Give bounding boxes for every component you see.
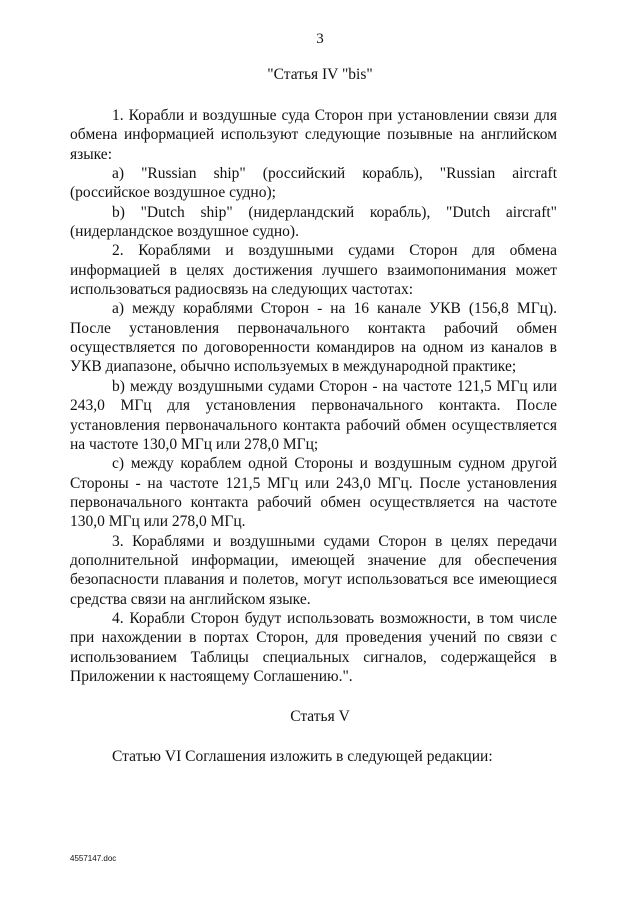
article-iv-body <box>70 106 557 686</box>
paragraph-2a: a) между кораблями Сторон - на 16 канале УКВ (156,8 МГц). После установления первоначального контакта рабочий обмен осуществляется по договоренности командиров на одном из каналов в УКВ диапазоне, обычно используемых в международной практике; <box>70 300 557 376</box>
paragraph-3: 3. Кораблями и воздушными судами Сторон в целях передачи дополнительной информации, имеющей значение для обеспечения безопасности плавания и полетов, могут использоваться все имеющиеся средства связи на английском языке. <box>70 532 557 608</box>
document-id: 4557147.doc <box>70 854 117 863</box>
paragraph-4: 4. Корабли Сторон будут использовать возможности, в том числе при нахождении в портах Сторон, для проведения учений по связи с использованием Таблицы специальных сигналов, содержащейся в Приложении к настоящему Соглашению.". <box>70 609 557 685</box>
paragraph-2c: c) между кораблем одной Стороны и воздушным судном другой Стороны - на частоте 121,5 МГц или 243,0 МГц. После установления первоначального контакта рабочий обмен осуществляется на частоте 130,0 МГц или 278,0 МГц. <box>70 455 557 531</box>
paragraph-2b: b) между воздушными судами Сторон - на частоте 121,5 МГц или 243,0 МГц для установления первоначального контакта. После установления первоначального контакта рабочий обмен осуществляется на частоте 130,0 МГц или 278,0 МГц; <box>70 377 557 453</box>
page-number: 3 <box>316 31 324 47</box>
article-v-text: Статью VI Соглашения изложить в следующей редакции: <box>112 748 493 765</box>
paragraph-1b: b) "Dutch ship" (нидерландский корабль), "Dutch aircraft" (нидерландское воздушное судно). <box>70 203 557 241</box>
article-iv-title: "Статья IV "bis" <box>267 66 373 83</box>
article-v-title: Статья V <box>290 708 350 725</box>
paragraph-1: 1. Корабли и воздушные суда Сторон при установлении связи для обмена информацией используют следующие позывные на английском языке: <box>70 107 557 163</box>
paragraph-1a: a) "Russian ship" (российский корабль), "Russian aircraft (российское воздушное судно); <box>70 165 557 202</box>
paragraph-2: 2. Кораблями и воздушными судами Сторон для обмена информацией в целях достижения лучшего взаимопонимания может использоваться радиосвязь на следующих частотах: <box>70 242 557 299</box>
